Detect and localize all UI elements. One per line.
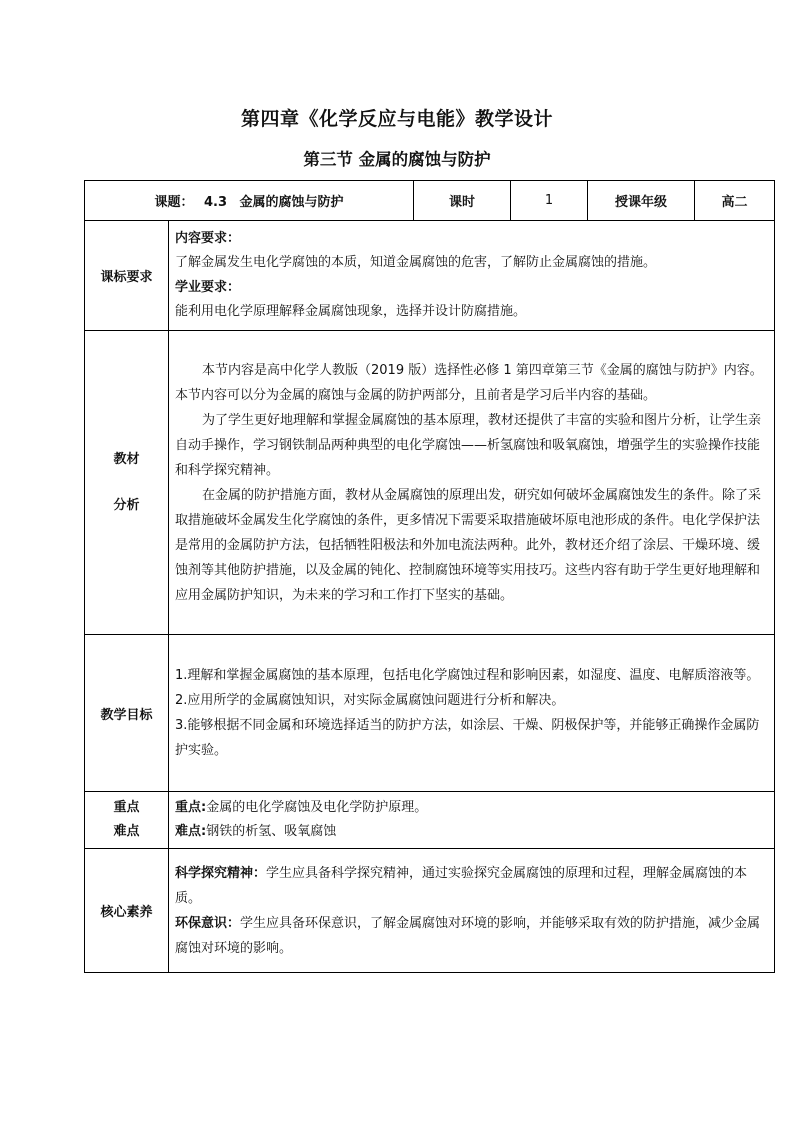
standards-label: 课标要求 [85, 221, 169, 331]
analysis-paragraph: 本节内容是高中化学人教版（2019 版）选择性必修 1 第四章第三节《金属的腐蚀与防护》内容。本节内容可以分为金属的腐蚀与金属的防护两部分，且前者是学习后半内容的基础。 [175, 362, 763, 403]
section-subtitle: 第三节 金属的腐蚀与防护 [303, 150, 491, 169]
academic-requirement-heading: 学业要求： [175, 279, 241, 295]
literacy-heading: 科学探究精神： [175, 865, 267, 881]
literacy-item [175, 861, 767, 911]
key-points-row [85, 792, 775, 849]
key-points-content [169, 792, 775, 849]
literacy-item [175, 911, 767, 961]
literacy-heading: 环保意识： [175, 915, 241, 931]
analysis-paragraph: 在金属的防护措施方面，教材从金属腐蚀的原理出发，研究如何破坏金属腐蚀发生的条件。除了采取措施破坏金属发生化学腐蚀的条件，更多情况下需要采取措施破坏原电池形成的条件。电化学保护法是常用的金属防护方法，包括牺牲阳极法和外加电流法两种。此外，教材还介绍了涂层、干燥环境、缓蚀剂等其他防护措施，以及金属的钝化、控制腐蚀环境等实用技巧。这些内容有助于学生更好地理解和应用金属防护知识，为未来的学习和工作打下坚实的基础。 [175, 487, 762, 603]
objective-item: 1.理解和掌握金属腐蚀的基本原理，包括电化学腐蚀过程和影响因素，如湿度、温度、电解质溶液等。 [175, 668, 760, 683]
literacy-content [169, 849, 775, 973]
topic-name: 金属的腐蚀与防护 [239, 195, 344, 210]
analysis-label [85, 331, 169, 635]
key-text: 金属的电化学腐蚀及电化学防护原理。 [206, 799, 428, 815]
header-row [85, 181, 775, 221]
literacy-label: 核心素养 [85, 849, 169, 973]
standards-row [85, 221, 775, 331]
grade-label: 授课年级 [588, 181, 695, 221]
objectives-row [85, 635, 775, 792]
key-points-label [85, 792, 169, 849]
topic-cell [85, 181, 414, 221]
grade-value: 高二 [695, 181, 775, 221]
document-title: 第四章《化学反应与电能》教学设计 [240, 108, 553, 130]
objective-item: 3.能够根据不同金属和环境选择适当的防护方法，如涂层、干燥、阴极保护等，并能够正确操作金属防护实验。 [175, 718, 760, 758]
standards-content [169, 221, 775, 331]
objectives-label: 教学目标 [85, 635, 169, 792]
content-requirement-heading: 内容要求： [175, 230, 241, 246]
topic-label: 课题： [154, 195, 194, 210]
period-label: 课时 [414, 181, 511, 221]
objectives-content [169, 635, 775, 792]
objective-item: 2.应用所学的金属腐蚀知识，对实际金属腐蚀问题进行分析和解决。 [175, 693, 565, 708]
academic-requirement-text: 能利用电化学原理解释金属腐蚀现象，选择并设计防腐措施。 [175, 304, 527, 319]
content-requirement-text: 了解金属发生电化学腐蚀的本质，知道金属腐蚀的危害，了解防止金属腐蚀的措施。 [175, 255, 657, 270]
analysis-row [85, 331, 775, 635]
period-value: 1 [511, 181, 588, 221]
literacy-text: 学生应具备环保意识，了解金属腐蚀对环境的影响，并能够采取有效的防护措施，减少金属腐蚀对环境的影响。 [175, 915, 761, 956]
topic-number: 4.3 [203, 195, 228, 210]
key-label-line1: 重点 [113, 800, 140, 815]
literacy-row [85, 849, 775, 973]
difficult-heading: 难点: [175, 824, 207, 839]
lesson-plan-table [84, 180, 775, 973]
key-label-line2: 难点 [113, 824, 140, 839]
analysis-label-line2: 分析 [113, 497, 140, 513]
analysis-paragraph: 为了学生更好地理解和掌握金属腐蚀的基本原理，教材还提供了丰富的实验和图片分析，让学生亲自动手操作，学习钢铁制品两种典型的电化学腐蚀——析氢腐蚀和吸氧腐蚀，增强学生的实验操作技能和科学探究精神。 [175, 412, 762, 478]
key-heading: 重点: [175, 799, 207, 815]
difficult-text: 钢铁的析氢、吸氧腐蚀 [206, 824, 337, 839]
literacy-text: 学生应具备科学探究精神，通过实验探究金属腐蚀的原理和过程，理解金属腐蚀的本质。 [175, 865, 748, 906]
analysis-label-line1: 教材 [113, 451, 140, 467]
analysis-content [169, 331, 775, 635]
